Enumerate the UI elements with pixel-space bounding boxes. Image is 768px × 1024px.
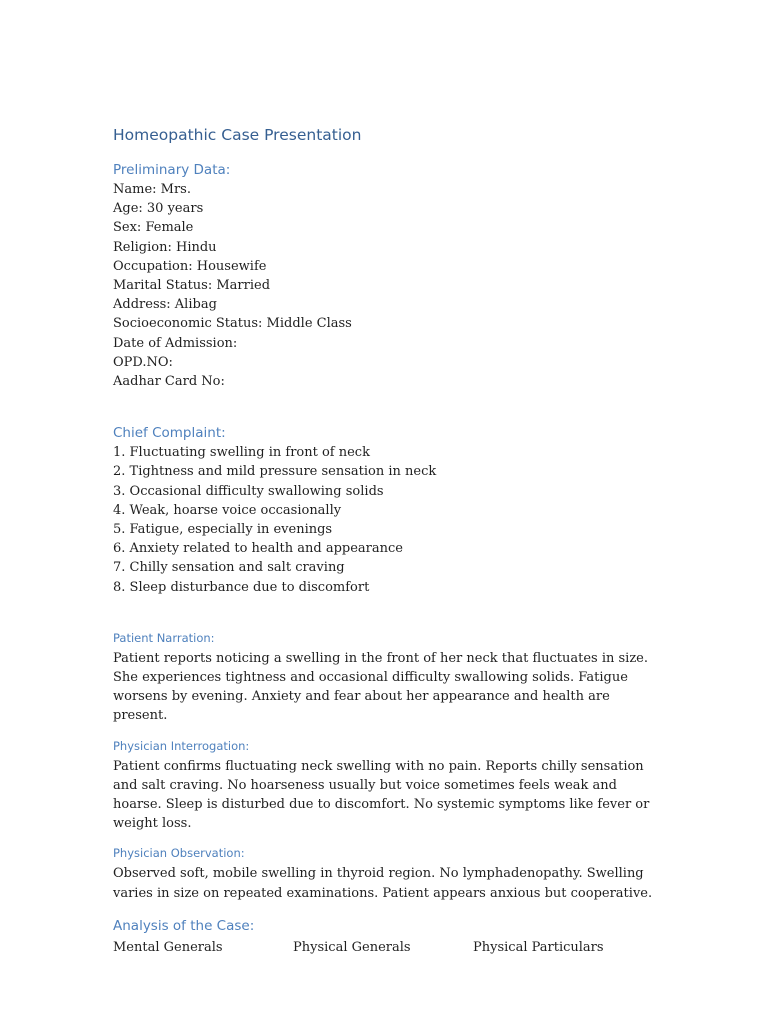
- field-religion: Religion: Hindu: [113, 239, 217, 255]
- chief-complaint-list: [113, 443, 653, 597]
- analysis-column-physical-particulars: Physical Particulars: [473, 939, 604, 955]
- complaint-item: 8. Sleep disturbance due to discomfort: [113, 579, 370, 595]
- preliminary-data-heading: Preliminary Data:: [113, 162, 231, 178]
- field-marital-status: Marital Status: Married: [113, 278, 271, 294]
- analysis-columns: [113, 938, 653, 957]
- physician-interrogation-text: Patient confirms fluctuating neck swelling with no pain. Reports chilly sensation and salt craving. No hoarseness usually but voice sometimes feels weak and hoarse. Sleep is disturbed due to discomfort. No systemic symptoms like fever or weight loss.: [113, 758, 650, 832]
- field-address: Address: Alibag: [113, 297, 217, 313]
- complaint-item: 4. Weak, hoarse voice occasionally: [113, 502, 342, 518]
- field-occupation: Occupation: Housewife: [113, 258, 267, 274]
- analysis-column-mental-generals: Mental Generals: [113, 939, 223, 955]
- complaint-item: 7. Chilly sensation and salt craving: [113, 560, 345, 576]
- physician-observation-text: Observed soft, mobile swelling in thyroid region. No lymphadenopathy. Swelling varies in size on repeated examinations. Patient appears anxious but cooperative.: [113, 866, 653, 901]
- preliminary-data-list: [113, 180, 653, 391]
- complaint-item: 6. Anxiety related to health and appearance: [113, 541, 403, 557]
- field-date-of-admission: Date of Admission:: [113, 335, 238, 351]
- field-sex: Sex: Female: [113, 220, 194, 236]
- complaint-item: 3. Occasional difficulty swallowing solids: [113, 483, 384, 499]
- field-opd-no: OPD.NO:: [113, 354, 173, 370]
- document-body: [113, 124, 653, 957]
- chief-complaint-heading: Chief Complaint:: [113, 425, 226, 442]
- field-aadhar-card-no: Aadhar Card No:: [113, 374, 225, 390]
- physician-observation-heading: Physician Observation:: [113, 846, 245, 861]
- patient-narration-heading: Patient Narration:: [113, 630, 215, 645]
- analysis-column-physical-generals: Physical Generals: [293, 939, 411, 955]
- field-age: Age: 30 years: [113, 201, 204, 217]
- physician-interrogation-heading: Physician Interrogation:: [113, 738, 250, 753]
- complaint-item: 5. Fatigue, especially in evenings: [113, 522, 333, 538]
- field-socioeconomic-status: Socioeconomic Status: Middle Class: [113, 316, 352, 332]
- field-name: Name: Mrs.: [113, 182, 191, 197]
- complaint-item: 1. Fluctuating swelling in front of neck: [113, 445, 370, 461]
- document-title: Homeopathic Case Presentation: [113, 126, 362, 144]
- analysis-heading: Analysis of the Case:: [113, 917, 255, 934]
- patient-narration-text: Patient reports noticing a swelling in the front of her neck that fluctuates in size. She experiences tightness and occasional difficulty swallowing solids. Fatigue worsens by evening. Anxiety and fear about her appearance and health are present.: [113, 650, 649, 724]
- complaint-item: 2. Tightness and mild pressure sensation in neck: [113, 464, 437, 480]
